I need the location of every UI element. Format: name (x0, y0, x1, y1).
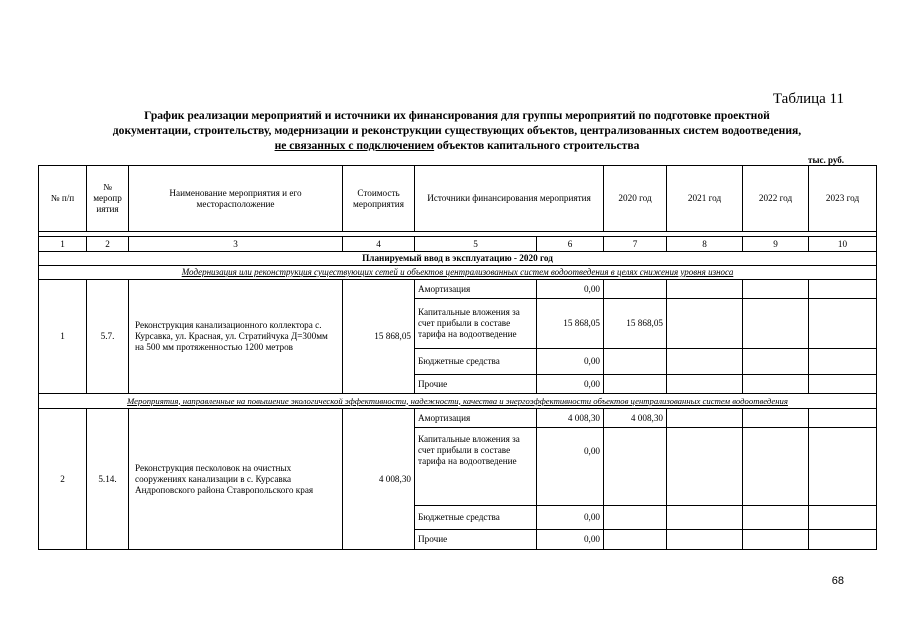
value-2023 (809, 428, 877, 506)
value-2020 (604, 375, 667, 394)
table-number: Таблица 11 (772, 91, 844, 107)
title-underlined-part: не связанных с подключением (274, 139, 435, 152)
value-2023 (809, 530, 877, 550)
table-row (39, 409, 877, 428)
source-value: 4 008,30 (537, 409, 604, 428)
header-2021: 2021 год (667, 166, 743, 232)
page-number: 68 (831, 575, 844, 587)
value-2020 (604, 280, 667, 299)
source-name: Капитальные вложения за счет прибыли в составе тарифа на водоотведение (415, 428, 537, 506)
row-num: 1 (39, 280, 87, 394)
source-name: Амортизация (415, 280, 537, 299)
source-name: Амортизация (415, 409, 537, 428)
col-number: 10 (809, 237, 877, 252)
title-line-3 (38, 138, 876, 153)
col-number: 6 (537, 237, 604, 252)
source-name: Прочие (415, 375, 537, 394)
value-2021 (667, 375, 743, 394)
value-2023 (809, 409, 877, 428)
row-name: Реконструкция канализационного коллектора с. Курсавка, ул. Красная, ул. Стратийчука Д=300мм на 500 мм протяженностью 1200 метров (129, 280, 343, 394)
document-title (38, 108, 876, 153)
title-line-1: График реализации мероприятий и источники их финансирования для группы мероприятий по подготовке проектной (144, 109, 770, 122)
row-cost: 4 008,30 (343, 409, 415, 550)
value-2022 (743, 299, 809, 349)
col-number: 2 (87, 237, 129, 252)
subsection-row (39, 394, 877, 409)
source-name: Бюджетные средства (415, 506, 537, 530)
header-num: № п/п (39, 166, 87, 232)
subsection-title-2: Мероприятия, направленные на повышение экологической эффективности, надежности, качества и энергоэффективности объектов централизованных систем водоотведения (39, 394, 877, 409)
subsection-row (39, 266, 877, 280)
value-2023 (809, 280, 877, 299)
value-2023 (809, 506, 877, 530)
source-value: 0,00 (537, 530, 604, 550)
value-2021 (667, 299, 743, 349)
value-2023 (809, 375, 877, 394)
source-name: Капитальные вложения за счет прибыли в составе тарифа на водоотведение (415, 299, 537, 349)
header-name: Наименование мероприятия и его месторасположение (129, 166, 343, 232)
row-cost: 15 868,05 (343, 280, 415, 394)
table-row (39, 280, 877, 299)
value-2020 (604, 349, 667, 375)
value-2021 (667, 349, 743, 375)
source-name: Бюджетные средства (415, 349, 537, 375)
col-number: 8 (667, 237, 743, 252)
header-row (39, 166, 877, 232)
col-number: 3 (129, 237, 343, 252)
value-2020 (604, 530, 667, 550)
units-label: тыс. руб. (808, 155, 844, 165)
section-row (39, 252, 877, 266)
row-event-num: 5.14. (87, 409, 129, 550)
value-2021 (667, 409, 743, 428)
col-number: 5 (415, 237, 537, 252)
subsection-title-1: Модернизация или реконструкция существующих сетей и объектов централизованных систем водоотведения в целях снижения уровня износа (39, 266, 877, 280)
column-number-row (39, 237, 877, 252)
header-2023: 2023 год (809, 166, 877, 232)
source-value: 0,00 (537, 428, 604, 506)
value-2020 (604, 428, 667, 506)
source-value: 0,00 (537, 349, 604, 375)
col-number: 4 (343, 237, 415, 252)
header-2020: 2020 год (604, 166, 667, 232)
col-number: 1 (39, 237, 87, 252)
header-event-num: № меропр иятия (87, 166, 129, 232)
value-2023 (809, 299, 877, 349)
value-2022 (743, 506, 809, 530)
row-event-num: 5.7. (87, 280, 129, 394)
value-2022 (743, 428, 809, 506)
source-name: Прочие (415, 530, 537, 550)
value-2023 (809, 349, 877, 375)
header-sources: Источники финансирования мероприятия (415, 166, 604, 232)
row-name: Реконструкция песколовок на очистных сооружениях канализации в с. Курсавка Андроповского района Ставропольского края (129, 409, 343, 550)
value-2020 (604, 506, 667, 530)
source-value: 15 868,05 (537, 299, 604, 349)
financing-schedule-table (38, 165, 877, 550)
value-2021 (667, 280, 743, 299)
header-cost: Стоимость мероприятия (343, 166, 415, 232)
value-2022 (743, 349, 809, 375)
col-number: 9 (743, 237, 809, 252)
col-number: 7 (604, 237, 667, 252)
value-2021 (667, 428, 743, 506)
source-value: 0,00 (537, 280, 604, 299)
value-2021 (667, 506, 743, 530)
value-2020: 4 008,30 (604, 409, 667, 428)
value-2021 (667, 530, 743, 550)
title-line-2: документации, строительству, модернизации и реконструкции существующих объектов, централизованных систем водоотведения, (112, 124, 802, 137)
source-value: 0,00 (537, 506, 604, 530)
section-title: Планируемый ввод в эксплуатацию - 2020 год (39, 252, 877, 266)
value-2022 (743, 409, 809, 428)
row-num: 2 (39, 409, 87, 550)
value-2022 (743, 530, 809, 550)
value-2020: 15 868,05 (604, 299, 667, 349)
header-2022: 2022 год (743, 166, 809, 232)
value-2022 (743, 280, 809, 299)
value-2022 (743, 375, 809, 394)
source-value: 0,00 (537, 375, 604, 394)
title-rest-part: объектов капитального строительства (434, 139, 640, 152)
